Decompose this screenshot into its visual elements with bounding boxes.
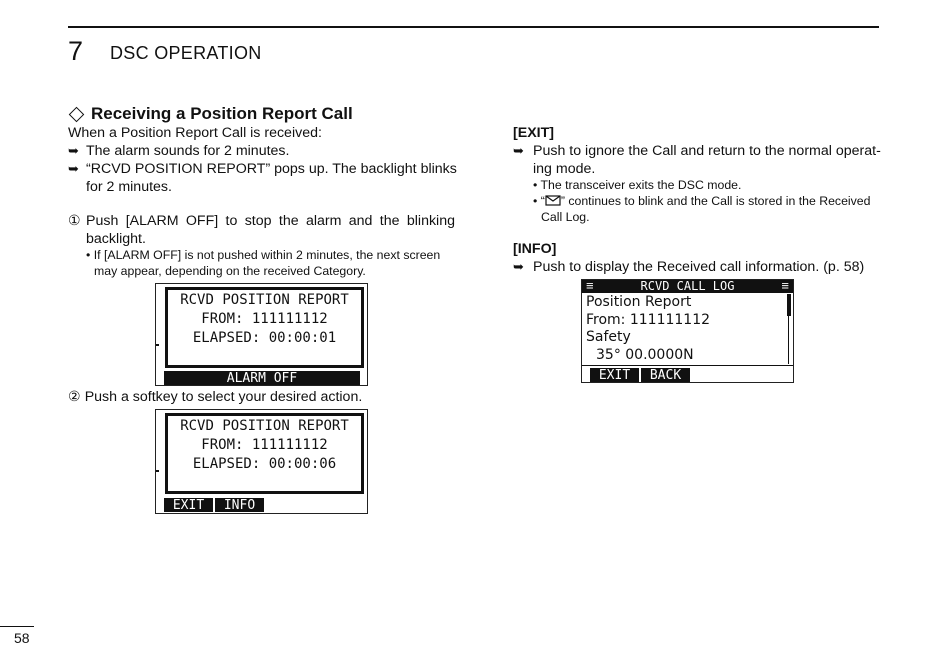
info-softkey[interactable]: INFO bbox=[215, 498, 264, 512]
popup-line-3: ELAPSED: 00:00:06 bbox=[192, 456, 337, 472]
chapter-number: 7 bbox=[68, 36, 84, 66]
arrow-bullet-icon: ➥ bbox=[513, 143, 524, 158]
header-rule bbox=[68, 26, 879, 28]
exit-description bbox=[513, 142, 901, 178]
menu-icon: ≡ bbox=[781, 279, 789, 293]
section-title-text: Receiving a Position Report Call bbox=[91, 104, 353, 123]
popup-line-2: FROM: 111111112 bbox=[201, 311, 328, 327]
lcd-screen-actions bbox=[155, 409, 368, 514]
step-1-note bbox=[86, 247, 458, 279]
popup-line-1: RCVD POSITION REPORT bbox=[180, 418, 349, 434]
alarm-off-softkey[interactable]: ALARM OFF bbox=[164, 371, 360, 385]
info-description bbox=[513, 258, 901, 276]
info-line: Push to display the Received call information. (p. 58) bbox=[533, 259, 865, 275]
log-line-1: Position Report bbox=[586, 294, 692, 310]
step-1-line2: backlight. bbox=[86, 231, 146, 247]
page-number: 58 bbox=[14, 630, 30, 646]
log-title-bar bbox=[582, 280, 793, 293]
popup-line-3: ELAPSED: 00:00:01 bbox=[192, 330, 337, 346]
log-line-3: Safety bbox=[586, 329, 631, 345]
lcd-edge-mark bbox=[156, 344, 159, 346]
arrow-bullet-icon: ➥ bbox=[68, 143, 79, 158]
step-1-number: ① bbox=[68, 213, 81, 229]
exit-notes bbox=[533, 177, 883, 225]
exit-line-2: ing mode. bbox=[533, 161, 596, 177]
diamond-icon bbox=[69, 106, 85, 122]
chapter-title: DSC OPERATION bbox=[110, 43, 262, 63]
exit-softkey[interactable]: EXIT bbox=[590, 368, 639, 382]
lcd-screen-call-log bbox=[581, 279, 794, 383]
bullet-2-line2: for 2 minutes. bbox=[86, 179, 172, 195]
step-1-note-line1: • If [ALARM OFF] is not pushed within 2 minutes, the next screen bbox=[86, 248, 441, 262]
step-1-note-line2: may appear, depending on the received Category. bbox=[94, 264, 366, 278]
section-title bbox=[68, 104, 353, 124]
scrollbar-track[interactable] bbox=[788, 316, 789, 364]
popup-line-1: RCVD POSITION REPORT bbox=[180, 292, 349, 308]
bullet-2-line1: “RCVD POSITION REPORT” pops up. The backlight blinks bbox=[86, 161, 457, 177]
scrollbar-thumb[interactable] bbox=[787, 294, 791, 316]
step-1 bbox=[68, 212, 455, 248]
exit-note-2-pre: • “ bbox=[533, 194, 545, 208]
exit-softkey[interactable]: EXIT bbox=[164, 498, 213, 512]
log-title: RCVD CALL LOG bbox=[640, 279, 735, 293]
exit-line-1: Push to ignore the Call and return to the normal operat- bbox=[533, 143, 881, 159]
intro-text: When a Position Report Call is received: bbox=[68, 125, 322, 141]
menu-icon: ≡ bbox=[586, 279, 594, 293]
popup-frame bbox=[165, 413, 364, 494]
log-line-2: From: 111111112 bbox=[586, 311, 711, 328]
exit-note-1: • The transceiver exits the DSC mode. bbox=[533, 178, 742, 192]
popup-line-2: FROM: 111111112 bbox=[201, 437, 328, 453]
exit-note-2 bbox=[533, 193, 883, 209]
step-1-line1: Push [ALARM OFF] to stop the alarm and the blinking bbox=[86, 213, 455, 229]
bullet-1 bbox=[68, 142, 476, 160]
exit-note-2-post: ” continues to blink and the Call is stored in the Received bbox=[560, 194, 871, 208]
arrow-bullet-icon: ➥ bbox=[68, 161, 79, 176]
lcd-edge-mark bbox=[156, 470, 159, 472]
arrow-bullet-icon: ➥ bbox=[513, 259, 524, 274]
envelope-icon bbox=[545, 195, 561, 206]
exit-heading: [EXIT] bbox=[513, 125, 554, 141]
log-content bbox=[586, 294, 710, 364]
softkey-bar bbox=[164, 498, 268, 512]
softkey-bar bbox=[590, 368, 694, 382]
bullet-1-text: The alarm sounds for 2 minutes. bbox=[86, 143, 290, 159]
popup-frame bbox=[165, 287, 364, 368]
info-heading: [INFO] bbox=[513, 241, 557, 257]
log-line-4: 35° 00.0000N bbox=[596, 346, 694, 363]
page-number-rule bbox=[0, 626, 34, 627]
back-softkey[interactable]: BACK bbox=[641, 368, 690, 382]
step-2 bbox=[68, 388, 362, 406]
step-2-text: Push a softkey to select your desired action. bbox=[84, 389, 363, 405]
log-divider bbox=[582, 365, 793, 366]
bullet-2 bbox=[68, 160, 486, 196]
lcd-screen-alarm bbox=[155, 283, 368, 386]
exit-note-2-line2: Call Log. bbox=[541, 210, 590, 224]
step-2-number: ② bbox=[68, 389, 81, 405]
